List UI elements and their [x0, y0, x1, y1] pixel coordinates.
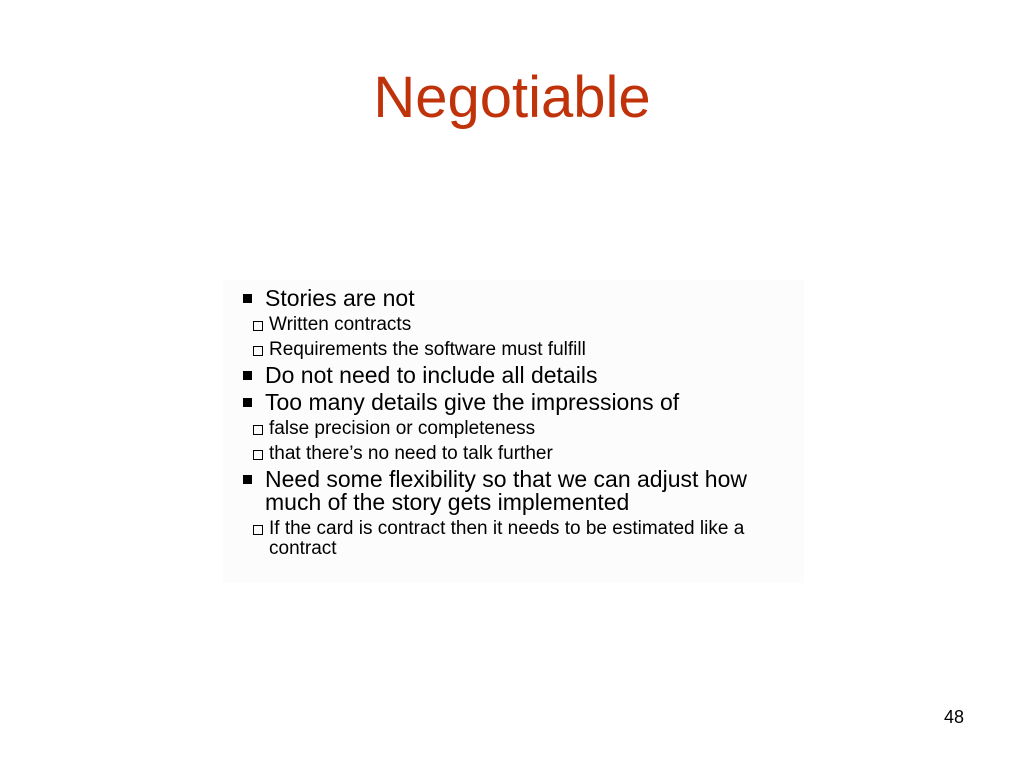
hollow-square-bullet-icon — [253, 425, 263, 435]
bullet-item — [241, 364, 804, 387]
content-box — [223, 280, 804, 583]
hollow-square-bullet-icon — [253, 525, 263, 535]
bullet-text: Do not need to include all details — [265, 362, 598, 388]
bullet-item — [241, 287, 804, 310]
bullet-item — [241, 468, 804, 514]
slide-title: Negotiable — [373, 65, 651, 130]
sub-item — [251, 340, 804, 360]
hollow-square-bullet-icon — [253, 321, 263, 331]
page-number: 48 — [943, 707, 964, 727]
sub-item-text: Written contracts — [269, 314, 412, 335]
sub-list — [241, 419, 804, 464]
bullet-item — [241, 391, 804, 414]
hollow-square-bullet-icon — [253, 450, 263, 460]
sub-item — [251, 419, 804, 439]
bullet-text: Need some flexibility so that we can adjust how much of the story gets implemented — [265, 466, 747, 515]
sub-list — [241, 315, 804, 360]
square-bullet-icon — [243, 475, 252, 484]
sub-list — [241, 519, 804, 559]
square-bullet-icon — [243, 294, 252, 303]
square-bullet-icon — [243, 398, 252, 407]
bullet-text: Too many details give the impressions of — [265, 389, 680, 415]
bullet-text: Stories are not — [265, 285, 415, 311]
sub-item — [251, 315, 804, 335]
sub-item-text: If the card is contract then it needs to be estimated like a contract — [269, 518, 745, 559]
square-bullet-icon — [243, 371, 252, 380]
hollow-square-bullet-icon — [253, 346, 263, 356]
sub-item — [251, 519, 804, 559]
sub-item-text: that there’s no need to talk further — [269, 443, 553, 464]
sub-item-text: false precision or completeness — [269, 418, 536, 439]
sub-item — [251, 444, 804, 464]
sub-item-text: Requirements the software must fulfill — [269, 339, 586, 360]
